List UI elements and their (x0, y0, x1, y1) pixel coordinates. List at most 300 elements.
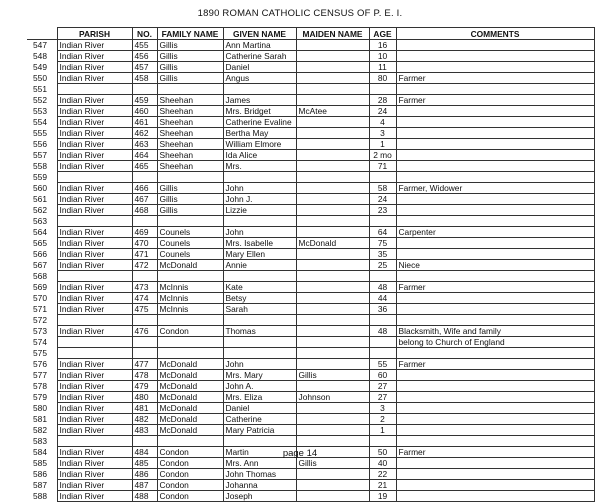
maiden-name-cell: Gillis (296, 458, 369, 469)
comments-cell (396, 458, 594, 469)
given-name-cell: Daniel (223, 62, 296, 73)
comments-cell (396, 315, 594, 326)
maiden-name-cell (296, 161, 369, 172)
age-cell: 1 (369, 139, 396, 150)
comments-cell: Farmer (396, 73, 594, 84)
given-name-cell: Daniel (223, 403, 296, 414)
header-family-name: FAMILY NAME (157, 28, 223, 40)
table-row (27, 84, 594, 95)
age-cell: 23 (369, 205, 396, 216)
age-cell: 1 (369, 425, 396, 436)
table-row (27, 249, 594, 260)
family-name-cell: Counels (157, 227, 223, 238)
row-number: 583 (27, 436, 57, 447)
given-name-cell: James (223, 95, 296, 106)
comments-cell (396, 84, 594, 95)
number-cell: 482 (132, 414, 157, 425)
comments-cell (396, 403, 594, 414)
parish-cell: Indian River (57, 227, 132, 238)
family-name-cell: Gillis (157, 194, 223, 205)
number-cell: 458 (132, 73, 157, 84)
table-row (27, 205, 594, 216)
maiden-name-cell (296, 117, 369, 128)
row-number: 559 (27, 172, 57, 183)
number-cell (132, 84, 157, 95)
maiden-name-cell (296, 95, 369, 106)
family-name-cell: Gillis (157, 40, 223, 51)
comments-cell (396, 348, 594, 359)
family-name-cell: McDonald (157, 403, 223, 414)
maiden-name-cell (296, 469, 369, 480)
row-number: 553 (27, 106, 57, 117)
parish-cell: Indian River (57, 106, 132, 117)
row-number: 566 (27, 249, 57, 260)
table-row (27, 194, 594, 205)
parish-cell: Indian River (57, 425, 132, 436)
family-name-cell (157, 337, 223, 348)
page-title: 1890 ROMAN CATHOLIC CENSUS OF P. E. I. (197, 8, 403, 19)
parish-cell: Indian River (57, 370, 132, 381)
maiden-name-cell (296, 304, 369, 315)
parish-cell: Indian River (57, 359, 132, 370)
row-number: 568 (27, 271, 57, 282)
parish-cell: Indian River (57, 491, 132, 502)
parish-cell: Indian River (57, 117, 132, 128)
given-name-cell: John (223, 227, 296, 238)
row-number: 573 (27, 326, 57, 337)
number-cell: 460 (132, 106, 157, 117)
family-name-cell (157, 271, 223, 282)
family-name-cell: Sheehan (157, 95, 223, 106)
table-row (27, 403, 594, 414)
row-number: 547 (27, 40, 57, 51)
comments-cell: Niece (396, 260, 594, 271)
given-name-cell: Betsy (223, 293, 296, 304)
given-name-cell: Bertha May (223, 128, 296, 139)
age-cell: 3 (369, 128, 396, 139)
header-row (27, 28, 594, 40)
given-name-cell: John A. (223, 381, 296, 392)
number-cell (132, 436, 157, 447)
number-cell: 466 (132, 183, 157, 194)
number-cell: 487 (132, 480, 157, 491)
comments-cell (396, 436, 594, 447)
row-number: 585 (27, 458, 57, 469)
row-number: 551 (27, 84, 57, 95)
family-name-cell: Condon (157, 480, 223, 491)
comments-cell (396, 139, 594, 150)
header-row-number (27, 28, 57, 40)
row-number: 569 (27, 282, 57, 293)
given-name-cell: John (223, 183, 296, 194)
header-no: NO. (132, 28, 157, 40)
given-name-cell: Mary Ellen (223, 249, 296, 260)
given-name-cell: Catherine (223, 414, 296, 425)
header-maiden-name: MAIDEN NAME (296, 28, 369, 40)
table-row (27, 348, 594, 359)
family-name-cell (157, 315, 223, 326)
maiden-name-cell (296, 139, 369, 150)
number-cell: 473 (132, 282, 157, 293)
table-row (27, 238, 594, 249)
given-name-cell: Mrs. Isabelle (223, 238, 296, 249)
number-cell: 469 (132, 227, 157, 238)
parish-cell: Indian River (57, 150, 132, 161)
row-number: 549 (27, 62, 57, 73)
row-number: 561 (27, 194, 57, 205)
row-number: 571 (27, 304, 57, 315)
family-name-cell: McDonald (157, 425, 223, 436)
comments-cell (396, 205, 594, 216)
comments-cell (396, 117, 594, 128)
number-cell: 479 (132, 381, 157, 392)
census-table (27, 27, 595, 502)
parish-cell: Indian River (57, 480, 132, 491)
family-name-cell (157, 84, 223, 95)
maiden-name-cell (296, 216, 369, 227)
comments-cell (396, 51, 594, 62)
family-name-cell: Gillis (157, 183, 223, 194)
parish-cell: Indian River (57, 469, 132, 480)
given-name-cell: Catherine Evaline (223, 117, 296, 128)
number-cell: 484 (132, 447, 157, 458)
maiden-name-cell: McDonald (296, 238, 369, 249)
row-number: 554 (27, 117, 57, 128)
row-number: 586 (27, 469, 57, 480)
maiden-name-cell (296, 359, 369, 370)
row-number: 584 (27, 447, 57, 458)
family-name-cell (157, 436, 223, 447)
parish-cell (57, 84, 132, 95)
maiden-name-cell (296, 128, 369, 139)
comments-cell (396, 304, 594, 315)
family-name-cell: Condon (157, 469, 223, 480)
comments-cell (396, 238, 594, 249)
row-number: 560 (27, 183, 57, 194)
census-body (27, 40, 594, 502)
comments-cell (396, 469, 594, 480)
maiden-name-cell (296, 51, 369, 62)
given-name-cell: Ida Alice (223, 150, 296, 161)
comments-cell (396, 392, 594, 403)
age-cell: 25 (369, 260, 396, 271)
maiden-name-cell (296, 414, 369, 425)
given-name-cell: Lizzie (223, 205, 296, 216)
family-name-cell (157, 216, 223, 227)
age-cell (369, 436, 396, 447)
given-name-cell: John (223, 359, 296, 370)
age-cell: 48 (369, 326, 396, 337)
given-name-cell: Johanna (223, 480, 296, 491)
comments-cell (396, 62, 594, 73)
comments-cell (396, 249, 594, 260)
table-row (27, 227, 594, 238)
number-cell: 461 (132, 117, 157, 128)
family-name-cell (157, 348, 223, 359)
age-cell: 64 (369, 227, 396, 238)
given-name-cell: Mrs. Bridget (223, 106, 296, 117)
maiden-name-cell (296, 249, 369, 260)
maiden-name-cell (296, 282, 369, 293)
number-cell: 465 (132, 161, 157, 172)
parish-cell: Indian River (57, 128, 132, 139)
given-name-cell: William Elmore (223, 139, 296, 150)
row-number: 565 (27, 238, 57, 249)
table-row (27, 51, 594, 62)
age-cell: 35 (369, 249, 396, 260)
table-row (27, 381, 594, 392)
maiden-name-cell (296, 480, 369, 491)
given-name-cell: Catherine Sarah (223, 51, 296, 62)
parish-cell (57, 216, 132, 227)
maiden-name-cell (296, 326, 369, 337)
row-number: 579 (27, 392, 57, 403)
maiden-name-cell: Johnson (296, 392, 369, 403)
maiden-name-cell (296, 271, 369, 282)
parish-cell (57, 315, 132, 326)
age-cell (369, 315, 396, 326)
maiden-name-cell (296, 183, 369, 194)
given-name-cell: Mary Patricia (223, 425, 296, 436)
age-cell: 40 (369, 458, 396, 469)
number-cell: 483 (132, 425, 157, 436)
family-name-cell: Gillis (157, 62, 223, 73)
age-cell: 16 (369, 40, 396, 51)
table-row (27, 183, 594, 194)
maiden-name-cell (296, 337, 369, 348)
age-cell: 19 (369, 491, 396, 502)
table-row (27, 425, 594, 436)
given-name-cell (223, 172, 296, 183)
age-cell: 3 (369, 403, 396, 414)
family-name-cell: McInnis (157, 304, 223, 315)
family-name-cell: Gillis (157, 73, 223, 84)
age-cell (369, 172, 396, 183)
maiden-name-cell (296, 172, 369, 183)
header-age: AGE (369, 28, 396, 40)
number-cell: 485 (132, 458, 157, 469)
family-name-cell: Gillis (157, 51, 223, 62)
number-cell: 486 (132, 469, 157, 480)
parish-cell: Indian River (57, 249, 132, 260)
number-cell: 472 (132, 260, 157, 271)
family-name-cell (157, 172, 223, 183)
table-row (27, 216, 594, 227)
maiden-name-cell (296, 62, 369, 73)
age-cell: 21 (369, 480, 396, 491)
number-cell: 478 (132, 370, 157, 381)
family-name-cell: McInnis (157, 282, 223, 293)
age-cell: 10 (369, 51, 396, 62)
number-cell: 457 (132, 62, 157, 73)
table-row (27, 293, 594, 304)
comments-cell (396, 128, 594, 139)
number-cell: 475 (132, 304, 157, 315)
parish-cell: Indian River (57, 183, 132, 194)
age-cell: 2 (369, 414, 396, 425)
given-name-cell (223, 315, 296, 326)
table-row (27, 139, 594, 150)
maiden-name-cell (296, 73, 369, 84)
given-name-cell (223, 436, 296, 447)
row-number: 580 (27, 403, 57, 414)
age-cell: 11 (369, 62, 396, 73)
number-cell (132, 271, 157, 282)
parish-cell: Indian River (57, 381, 132, 392)
table-row (27, 491, 594, 502)
number-cell: 468 (132, 205, 157, 216)
age-cell: 2 mo (369, 150, 396, 161)
age-cell: 55 (369, 359, 396, 370)
family-name-cell: McDonald (157, 359, 223, 370)
maiden-name-cell (296, 293, 369, 304)
given-name-cell: Mrs. Eliza (223, 392, 296, 403)
parish-cell: Indian River (57, 51, 132, 62)
given-name-cell: Mrs. Mary (223, 370, 296, 381)
given-name-cell: John Thomas (223, 469, 296, 480)
family-name-cell: Counels (157, 249, 223, 260)
table-row (27, 480, 594, 491)
number-cell (132, 172, 157, 183)
maiden-name-cell (296, 348, 369, 359)
page-number: page 14 (282, 448, 318, 459)
row-number: 548 (27, 51, 57, 62)
comments-cell (396, 425, 594, 436)
parish-cell: Indian River (57, 326, 132, 337)
maiden-name-cell (296, 260, 369, 271)
given-name-cell (223, 216, 296, 227)
number-cell (132, 337, 157, 348)
number-cell: 480 (132, 392, 157, 403)
table-row (27, 150, 594, 161)
table-row (27, 95, 594, 106)
table-row (27, 458, 594, 469)
age-cell: 24 (369, 106, 396, 117)
parish-cell: Indian River (57, 73, 132, 84)
family-name-cell: Sheehan (157, 150, 223, 161)
parish-cell: Indian River (57, 414, 132, 425)
age-cell: 27 (369, 392, 396, 403)
family-name-cell: McDonald (157, 414, 223, 425)
comments-cell: Farmer, Widower (396, 183, 594, 194)
age-cell: 36 (369, 304, 396, 315)
row-number: 555 (27, 128, 57, 139)
comments-cell: Farmer (396, 359, 594, 370)
family-name-cell: McInnis (157, 293, 223, 304)
number-cell: 470 (132, 238, 157, 249)
family-name-cell: Gillis (157, 205, 223, 216)
number-cell: 481 (132, 403, 157, 414)
row-number: 567 (27, 260, 57, 271)
comments-cell: Farmer (396, 282, 594, 293)
row-number: 577 (27, 370, 57, 381)
number-cell: 456 (132, 51, 157, 62)
parish-cell: Indian River (57, 293, 132, 304)
table-row (27, 106, 594, 117)
maiden-name-cell (296, 403, 369, 414)
age-cell (369, 348, 396, 359)
table-row (27, 392, 594, 403)
row-number: 572 (27, 315, 57, 326)
age-cell: 22 (369, 469, 396, 480)
table-row (27, 337, 594, 348)
comments-cell: Blacksmith, Wife and family (396, 326, 594, 337)
maiden-name-cell (296, 227, 369, 238)
parish-cell: Indian River (57, 194, 132, 205)
number-cell: 477 (132, 359, 157, 370)
parish-cell (57, 271, 132, 282)
family-name-cell: Condon (157, 458, 223, 469)
number-cell: 459 (132, 95, 157, 106)
row-number: 576 (27, 359, 57, 370)
table-row (27, 315, 594, 326)
given-name-cell: Angus (223, 73, 296, 84)
maiden-name-cell (296, 84, 369, 95)
number-cell: 463 (132, 139, 157, 150)
table-row (27, 161, 594, 172)
age-cell: 24 (369, 194, 396, 205)
number-cell: 467 (132, 194, 157, 205)
comments-cell (396, 40, 594, 51)
row-number: 575 (27, 348, 57, 359)
comments-cell (396, 161, 594, 172)
age-cell (369, 337, 396, 348)
comments-cell (396, 106, 594, 117)
family-name-cell: Sheehan (157, 128, 223, 139)
row-number: 574 (27, 337, 57, 348)
row-number: 562 (27, 205, 57, 216)
parish-cell (57, 436, 132, 447)
given-name-cell (223, 271, 296, 282)
row-number: 556 (27, 139, 57, 150)
given-name-cell: Sarah (223, 304, 296, 315)
parish-cell: Indian River (57, 62, 132, 73)
family-name-cell: Counels (157, 238, 223, 249)
comments-cell: belong to Church of England (396, 337, 594, 348)
maiden-name-cell (296, 315, 369, 326)
given-name-cell (223, 84, 296, 95)
age-cell (369, 84, 396, 95)
row-number: 588 (27, 491, 57, 502)
number-cell (132, 315, 157, 326)
maiden-name-cell (296, 194, 369, 205)
age-cell (369, 216, 396, 227)
row-number: 550 (27, 73, 57, 84)
table-row (27, 73, 594, 84)
age-cell: 50 (369, 447, 396, 458)
age-cell (369, 271, 396, 282)
table-row (27, 436, 594, 447)
row-number: 587 (27, 480, 57, 491)
comments-cell (396, 381, 594, 392)
parish-cell: Indian River (57, 139, 132, 150)
family-name-cell: Sheehan (157, 139, 223, 150)
family-name-cell: Condon (157, 447, 223, 458)
table-row (27, 260, 594, 271)
parish-cell (57, 172, 132, 183)
number-cell: 476 (132, 326, 157, 337)
header-given-name: GIVEN NAME (223, 28, 296, 40)
comments-cell (396, 150, 594, 161)
age-cell: 71 (369, 161, 396, 172)
table-row (27, 304, 594, 315)
header-parish: PARISH (57, 28, 132, 40)
family-name-cell: McDonald (157, 392, 223, 403)
parish-cell: Indian River (57, 40, 132, 51)
parish-cell: Indian River (57, 282, 132, 293)
row-number: 564 (27, 227, 57, 238)
parish-cell (57, 337, 132, 348)
